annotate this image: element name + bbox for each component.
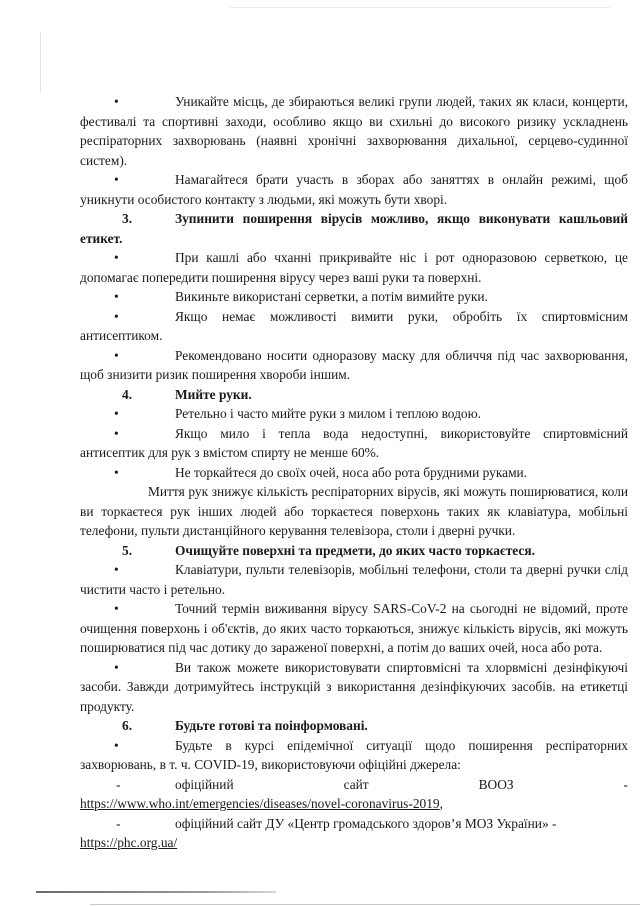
body-paragraph: [80, 482, 628, 541]
phc-link[interactable]: https://phc.org.ua/: [80, 835, 178, 850]
bullet-text: Будьте в курсі епідемічної ситуації щодо поширення респіраторних захворювань, в т. ч. COVID-19, використовуючи офіційні джерела:: [80, 737, 628, 772]
bullet-item: [80, 346, 628, 385]
source-line: [80, 814, 628, 834]
document-body: [80, 92, 628, 775]
section-heading: [80, 716, 628, 736]
bullet-item: [80, 404, 628, 424]
bullet-item: [80, 92, 628, 170]
section-title: Будьте готові та поінформовані.: [175, 718, 368, 733]
bullet-marker: •: [114, 172, 119, 187]
bullet-item: [80, 424, 628, 463]
source-line: [80, 775, 628, 795]
bullet-marker: •: [114, 406, 119, 421]
bullet-text: Уникайте місць, де збираються великі групи людей, таких як класи, концерти, фестивалі та спортивні заходи, особливо якщо ви схильні до високого ризику ускладнень респіраторних захворювань (наявні хронічні захворювання дихальної, серцево-судинної систем).: [80, 94, 628, 168]
section-number: 3.: [122, 211, 133, 226]
section-heading: [80, 541, 628, 561]
bullet-item: [80, 463, 628, 483]
source-word: -: [623, 776, 628, 792]
bullet-text: Ретельно і часто мийте руки з милом і теплою водою.: [175, 406, 481, 421]
who-link[interactable]: https://www.who.int/emergencies/diseases/novel-coronavirus-2019: [80, 796, 440, 811]
section-title: Мийте руки.: [175, 386, 252, 402]
source-suffix: ,: [439, 796, 443, 811]
bullet-marker: •: [114, 347, 119, 363]
source-word: ВООЗ: [478, 776, 514, 792]
bullet-text: Викиньте використані серветки, а потім вимийте руки.: [175, 289, 488, 304]
bullet-marker: •: [114, 94, 119, 109]
footer-rule: [90, 904, 640, 905]
source-item-who: [80, 775, 628, 814]
bullet-item: [80, 287, 628, 307]
bullet-text: Рекомендовано носити одноразову маску для обличчя під час захворювання, щоб знизити ризик поширення хвороби іншим.: [80, 347, 628, 382]
scan-artifact-line: [230, 7, 610, 8]
bullet-item: [80, 736, 628, 775]
dash-marker: -: [116, 776, 121, 792]
paragraph-text: Миття рук знижує кількість респіраторних вірусів, які можуть поширюватися, коли ви торкаєтеся рук інших людей або торкаєтеся поверхонь таких як клавіатура, мобільні телефони, пульти дистанційного керування телевізора, столи і дверні ручки.: [80, 484, 628, 538]
bullet-text: Намагайтеся брати участь в зборах або заняттях в онлайн режимі, щоб уникнути особистого контакту з людьми, які можуть бути хворі.: [80, 172, 628, 207]
section-number: 4.: [122, 386, 133, 402]
bullet-text: Якщо немає можливості вимити руки, обробіть їх спиртовмісним антисептиком.: [80, 308, 628, 343]
section-heading: [80, 385, 628, 405]
section-title: Зупинити поширення вірусів можливо, якщо виконувати кашльовий етикет.: [80, 211, 628, 246]
scan-artifact-line: [40, 32, 41, 92]
source-word: офіційний: [175, 776, 234, 792]
bullet-item: [80, 560, 628, 599]
bullet-item: [80, 658, 628, 717]
bullet-text: Ви також можете використовувати спиртовмісні та хлорвмісні дезінфікуючі засоби. Завжди дотримуйтесь інструкцій з використання дезінфікуючих засобів. на етикетці продукту.: [80, 659, 628, 714]
bullet-text: Не торкайтеся до своїх очей, носа або рота брудними руками.: [175, 464, 528, 480]
source-item-phc: [80, 814, 628, 853]
section-number: 6.: [122, 718, 133, 733]
bullet-marker: •: [114, 464, 119, 480]
bullet-marker: •: [114, 601, 119, 616]
bullet-marker: •: [114, 425, 119, 441]
source-label: офіційний сайт ДУ «Центр громадського здоров’я МОЗ України» -: [175, 815, 557, 831]
bullet-text: Якщо мило і тепла вода недоступні, використовуйте спиртовмісний антисептик для рук з вмістом спирту не менше 60%.: [80, 425, 628, 460]
document-page: [80, 92, 628, 853]
bullet-text: Точний термін виживання вірусу SARS-CoV-2 на сьогодні не відомий, проте очищення поверхонь і об'єктів, до яких часто торкаються, знижує кількість вірусів, які можуть поширюватися під час дотику до зараженої поверхні, а потім до ваших очей, носа або рота.: [80, 601, 628, 655]
bullet-marker: •: [114, 562, 119, 577]
dash-marker: -: [116, 815, 121, 831]
section-heading: [80, 209, 628, 248]
bullet-marker: •: [114, 250, 119, 265]
bullet-item: [80, 599, 628, 658]
bullet-text: При кашлі або чханні прикривайте ніс і рот одноразовою серветкою, це допомагає попередити поширення вірусу через ваші руки та поверхні.: [80, 250, 628, 285]
footer-rule: [36, 891, 276, 893]
section-title: Очищуйте поверхні та предмети, до яких часто торкаєтеся.: [175, 542, 535, 558]
source-word: сайт: [343, 776, 369, 792]
bullet-marker: •: [114, 308, 119, 324]
source-url-line: [80, 833, 628, 853]
bullet-marker: •: [114, 659, 119, 675]
section-number: 5.: [122, 542, 133, 558]
bullet-item: [80, 170, 628, 209]
source-url-line: [80, 794, 628, 814]
bullet-item: [80, 248, 628, 287]
bullet-item: [80, 307, 628, 346]
bullet-marker: •: [114, 737, 119, 753]
bullet-text: Клавіатури, пульти телевізорів, мобільні телефони, столи та дверні ручки слід чистити часто і ретельно.: [80, 562, 628, 597]
bullet-marker: •: [114, 289, 119, 304]
